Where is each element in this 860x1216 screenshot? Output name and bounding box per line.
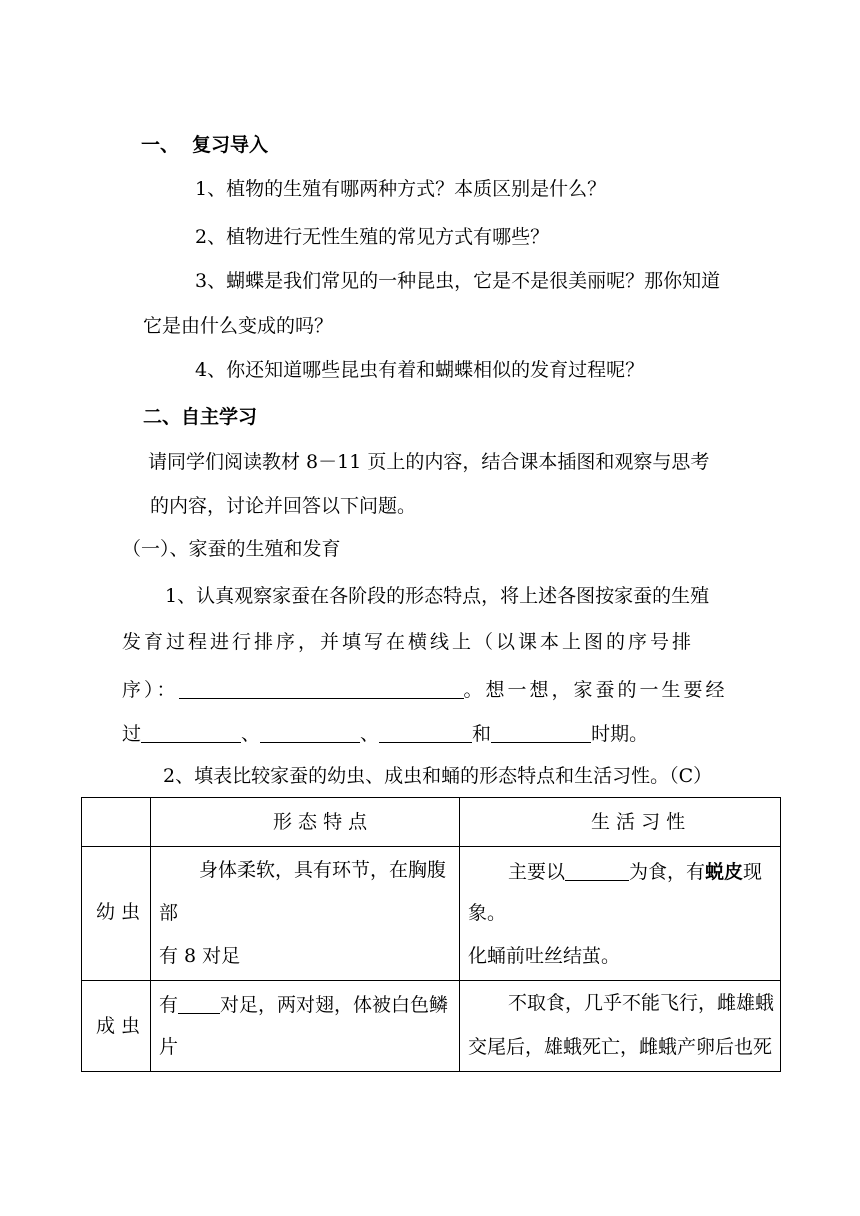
larva-habits-middle: 为食，有 <box>629 861 706 883</box>
section1-heading-number: 一、 <box>141 134 180 156</box>
item-1-line-4 <box>122 723 648 744</box>
stage-blank-1[interactable] <box>141 723 241 743</box>
row-label-cell <box>82 847 151 981</box>
subsection-heading: （一）、家蚕的生殖和发育 <box>122 538 341 560</box>
item-1-line-3-suffix: 。想一想，家蚕的一生要经 <box>463 679 728 701</box>
row-label-cell <box>82 981 151 1072</box>
larva-habits-prefix: 主要以 <box>508 861 566 883</box>
stage-blank-2[interactable] <box>260 723 360 743</box>
adult-habits-cell <box>460 981 781 1072</box>
larva-food-blank[interactable] <box>565 861 629 881</box>
question-3-line-2: 它是由什么变成的吗？ <box>143 315 334 337</box>
adult-morphology-suffix: 对足，两对翅，体被白色鳞 <box>220 994 449 1016</box>
item-2: 2、填表比较家蚕的幼虫、成虫和蛹的形态特点和生活习性。（C） <box>163 765 713 787</box>
header-habits-cell <box>460 798 781 847</box>
adult-morphology-line-2: 片 <box>159 1036 179 1058</box>
larva-habits-cell <box>460 847 781 981</box>
larva-morphology-line-1: 身体柔软，具有环节，在胸腹 <box>199 859 447 881</box>
item-1-line-3-prefix: 序）： <box>122 679 179 701</box>
header-morphology: 形 态 特 点 <box>273 811 368 833</box>
adult-legs-blank[interactable] <box>178 994 220 1014</box>
item-1-line-1: 1、认真观察家蚕在各阶段的形态特点，将上述各图按家蚕的生殖 <box>165 585 710 607</box>
stage-blank-4[interactable] <box>491 723 591 743</box>
intro-line-1: 请同学们阅读教材 8－11 页上的内容，结合课本插图和观察与思考 <box>148 451 710 473</box>
adult-habits-line-1: 不取食，几乎不能飞行，雌雄蛾 <box>508 992 775 1014</box>
question-2: 2、植物进行无性生殖的常见方式有哪些？ <box>195 226 550 248</box>
intro-line-2: 的内容，讨论并回答以下问题。 <box>150 495 417 517</box>
row-label-adult: 成 虫 <box>96 1015 141 1037</box>
section2-heading: 二、自主学习 <box>143 406 258 428</box>
section1-heading: 复习导入 <box>192 134 269 156</box>
larva-habits-line-3: 化蛹前吐丝结茧。 <box>468 945 621 967</box>
row-label-larva: 幼 虫 <box>96 901 141 923</box>
item-1-line-4-prefix: 过 <box>122 723 142 745</box>
adult-morphology-prefix: 有 <box>159 994 179 1016</box>
item-1-line-2: 发育过程进行排序，并填写在横线上（以课本上图的序号排 <box>122 631 695 653</box>
larva-morphology-line-2: 部 <box>159 902 179 924</box>
question-4: 4、你还知道哪些昆虫有着和蝴蝶相似的发育过程呢？ <box>195 359 645 381</box>
silkworm-comparison-table <box>81 797 781 1072</box>
larva-habits-line-2: 象。 <box>468 902 507 924</box>
larva-morphology-cell <box>151 847 460 981</box>
adult-morphology-cell <box>151 981 460 1072</box>
larva-habits-line-1 <box>508 861 762 882</box>
adult-habits-line-2: 交尾后，雄蛾死亡，雌蛾产卵后也死 <box>468 1036 773 1058</box>
sequence-answer-blank[interactable] <box>179 679 464 699</box>
header-morphology-cell <box>151 798 460 847</box>
item-1-line-3 <box>122 679 762 700</box>
table-header-row <box>82 798 781 847</box>
stage-separator-2: 、 <box>360 723 380 745</box>
question-1: 1、植物的生殖有哪两种方式？本质区别是什么？ <box>195 178 607 200</box>
stage-separator-1: 、 <box>241 723 261 745</box>
stage-blank-3[interactable] <box>379 723 472 743</box>
larva-habits-suffix: 现 <box>743 861 763 883</box>
molting-term: 蜕皮 <box>705 861 744 883</box>
question-3-line-1: 3、蝴蝶是我们常见的一种昆虫，它是不是很美丽呢？那你知道 <box>195 270 721 292</box>
larva-morphology-line-3: 有 8 对足 <box>159 945 241 967</box>
item-1-line-4-suffix: 时期。 <box>591 723 649 745</box>
header-habits: 生 活 习 性 <box>591 811 686 833</box>
stage-and: 和 <box>472 723 492 745</box>
adult-morphology-line-1 <box>159 994 448 1015</box>
table-row <box>82 847 781 981</box>
table-row <box>82 981 781 1072</box>
header-empty-cell <box>82 798 151 847</box>
